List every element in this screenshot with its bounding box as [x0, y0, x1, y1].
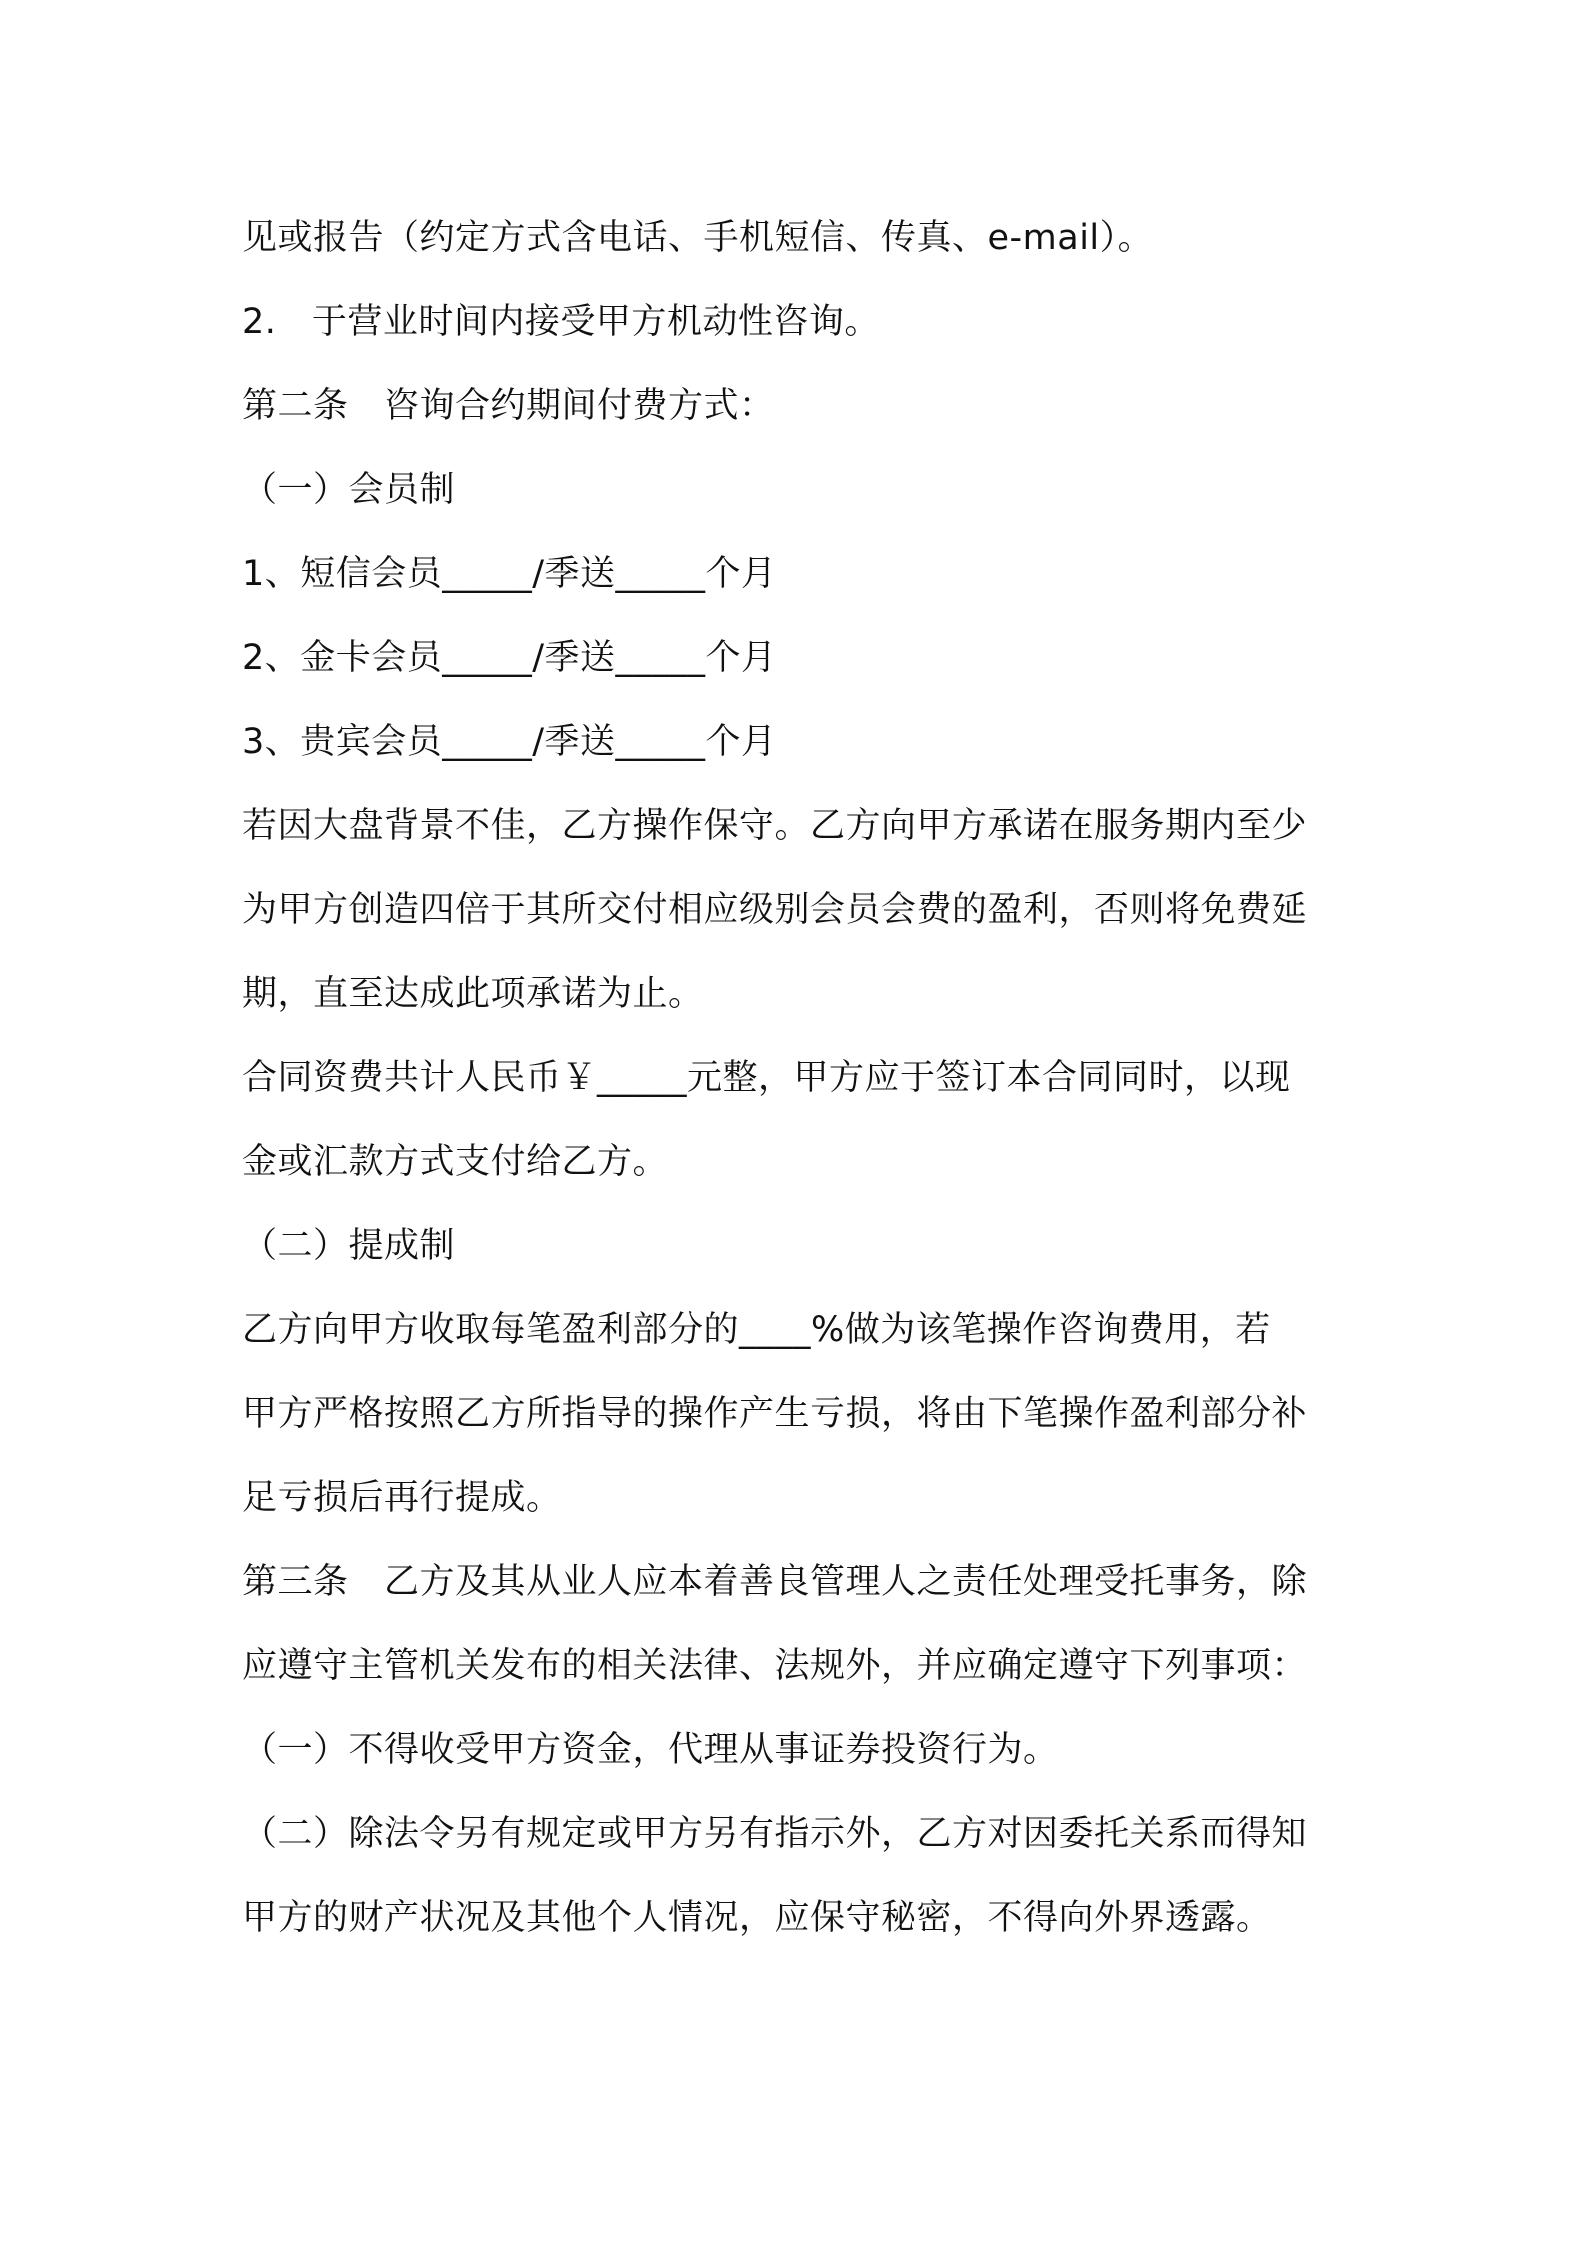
text-line-15: 甲方严格按照乙方所指导的操作产生亏损，将由下笔操作盈利部分补 — [242, 1394, 1308, 1434]
article-2-heading: 第二条 咨询合约期间付费方式： — [242, 386, 775, 426]
document-body — [242, 196, 1352, 1960]
text-line-14: 乙方向甲方收取每笔盈利部分的____%做为该笔操作咨询费用，若 — [242, 1310, 1271, 1350]
article-3-heading: 第三条 乙方及其从业人应本着善良管理人之责任处理受托事务，除 — [242, 1562, 1308, 1602]
clause-2: （二）除法令另有规定或甲方另有指示外，乙方对因委托关系而得知 — [242, 1814, 1308, 1854]
text-line-21: 甲方的财产状况及其他个人情况，应保守秘密，不得向外界透露。 — [242, 1898, 1272, 1938]
membership-gold: 2、金卡会员_____/季送_____个月 — [242, 638, 777, 678]
text-line-16: 足亏损后再行提成。 — [242, 1478, 562, 1518]
text-line-12: 金或汇款方式支付给乙方。 — [242, 1142, 669, 1182]
text-line-11: 合同资费共计人民币￥_____元整，甲方应于签订本合同同时，以现 — [242, 1058, 1291, 1098]
text-line-9: 为甲方创造四倍于其所交付相应级别会员会费的盈利，否则将免费延 — [242, 890, 1308, 930]
text-line-10: 期，直至达成此项承诺为止。 — [242, 974, 704, 1014]
membership-vip: 3、贵宾会员_____/季送_____个月 — [242, 722, 777, 762]
clause-1: （一）不得收受甲方资金，代理从事证券投资行为。 — [242, 1730, 1059, 1770]
section-membership-heading: （一）会员制 — [242, 470, 456, 510]
section-commission-heading: （二）提成制 — [242, 1226, 456, 1266]
membership-sms: 1、短信会员_____/季送_____个月 — [242, 554, 777, 594]
text-line-18: 应遵守主管机关发布的相关法律、法规外，并应确定遵守下列事项： — [242, 1646, 1308, 1686]
text-line-8: 若因大盘背景不佳，乙方操作保守。乙方向甲方承诺在服务期内至少 — [242, 806, 1308, 846]
text-line-1: 见或报告（约定方式含电话、手机短信、传真、e-mail）。 — [242, 218, 1154, 258]
text-line-2: 2. 于营业时间内接受甲方机动性咨询。 — [242, 302, 880, 342]
